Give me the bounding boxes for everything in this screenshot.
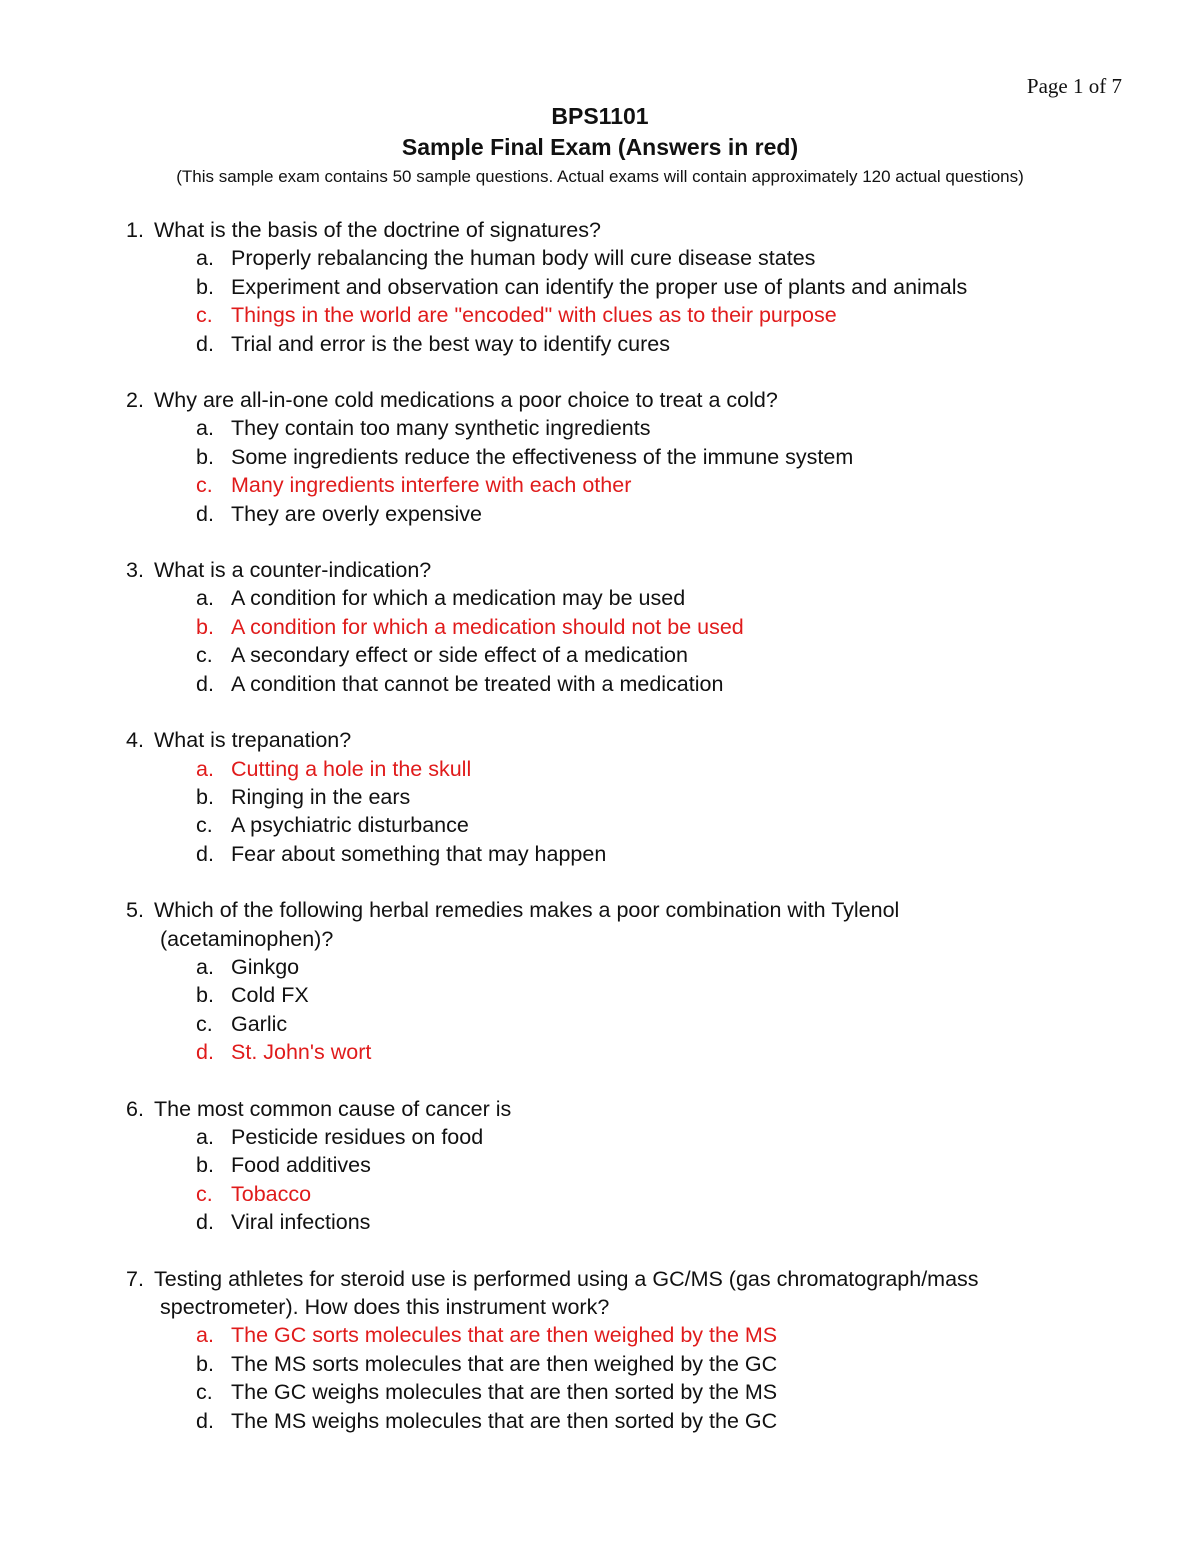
- question-number: 3.: [126, 558, 144, 583]
- question-text: Which of the following herbal remedies makes a poor combination with Tylenol: [154, 898, 900, 923]
- question-item: [126, 1095, 1126, 1237]
- question-text-block: [154, 216, 1126, 244]
- answer-option-correct: [126, 613, 1126, 641]
- question-item: [126, 556, 1126, 698]
- option-text: The GC sorts molecules that are then weighed by the MS: [231, 1323, 778, 1348]
- option-letter: d.: [196, 1408, 214, 1433]
- question-number: 1.: [126, 218, 144, 242]
- answer-options: [126, 953, 1126, 1067]
- option-letter: c.: [196, 1181, 213, 1206]
- option-text: Ringing in the ears: [231, 784, 411, 809]
- option-letter: a.: [196, 1323, 214, 1348]
- answer-options: [126, 584, 1126, 698]
- option-letter: c.: [196, 643, 213, 668]
- option-text: Garlic: [231, 1011, 288, 1036]
- question-text-continued: spectrometer). How does this instrument work?: [160, 1295, 610, 1319]
- option-text: Some ingredients reduce the effectiveness of the immune system: [231, 444, 854, 469]
- question-text-block: [154, 726, 1126, 754]
- answer-option-correct: [126, 755, 1126, 783]
- option-text: The MS sorts molecules that are then weighed by the GC: [231, 1351, 778, 1376]
- question-text: What is a counter-indication?: [154, 558, 432, 583]
- option-letter: a.: [196, 756, 214, 781]
- option-text: They contain too many synthetic ingredients: [231, 416, 651, 441]
- option-letter: c.: [196, 1011, 213, 1036]
- answer-option: [126, 783, 1126, 811]
- question-text: Testing athletes for steroid use is performed using a GC/MS (gas chromatograph/mass: [154, 1266, 979, 1291]
- question-text: Why are all-in-one cold medications a poor choice to treat a cold?: [154, 388, 778, 413]
- option-letter: d.: [196, 1040, 214, 1065]
- option-letter: b.: [196, 444, 214, 469]
- option-letter: d.: [196, 841, 214, 866]
- answer-option: [126, 1378, 1126, 1406]
- answer-option: [126, 1350, 1126, 1378]
- answer-option: [126, 1010, 1126, 1038]
- answer-option: [126, 641, 1126, 669]
- question-text: What is the basis of the doctrine of signatures?: [154, 218, 601, 242]
- option-text: Tobacco: [231, 1181, 312, 1206]
- option-text: Properly rebalancing the human body will cure disease states: [231, 246, 816, 271]
- option-text: The MS weighs molecules that are then sorted by the GC: [231, 1408, 778, 1433]
- option-letter: c.: [196, 303, 213, 328]
- answer-options: [126, 244, 1126, 358]
- question-text: The most common cause of cancer is: [154, 1096, 512, 1121]
- option-letter: b.: [196, 614, 214, 639]
- question-item: [126, 386, 1126, 528]
- option-letter: c.: [196, 473, 213, 498]
- answer-option: [126, 981, 1126, 1009]
- option-letter: b.: [196, 983, 214, 1008]
- option-letter: d.: [196, 671, 214, 696]
- question-text: What is trepanation?: [154, 728, 352, 753]
- question-item: [126, 726, 1126, 868]
- question-number: 2.: [126, 388, 144, 413]
- question-stem: [126, 386, 1126, 414]
- question-item: [126, 216, 1126, 358]
- question-stem: [126, 1265, 1126, 1322]
- option-letter: c.: [196, 1380, 213, 1405]
- option-text: Trial and error is the best way to identify cures: [231, 331, 670, 356]
- option-text: Viral infections: [231, 1210, 371, 1235]
- answer-option: [126, 840, 1126, 868]
- exam-note: (This sample exam contains 50 sample questions. Actual exams will contain approximately 120 actual questions): [176, 167, 1024, 186]
- option-text: A psychiatric disturbance: [231, 813, 469, 838]
- question-stem: [126, 556, 1126, 584]
- option-letter: a.: [196, 1124, 214, 1149]
- answer-option-correct: [126, 1321, 1126, 1349]
- question-text-block: [154, 556, 1126, 584]
- option-letter: b.: [196, 1153, 214, 1178]
- course-code: BPS1101: [551, 103, 649, 129]
- option-text: A condition that cannot be treated with a medication: [231, 671, 724, 696]
- question-stem: [126, 726, 1126, 754]
- answer-option: [126, 670, 1126, 698]
- question-number: 5.: [126, 898, 144, 923]
- answer-options: [126, 1321, 1126, 1435]
- option-letter: d.: [196, 1210, 214, 1235]
- option-letter: b.: [196, 1351, 214, 1376]
- option-letter: d.: [196, 331, 214, 356]
- option-text: Pesticide residues on food: [231, 1124, 484, 1149]
- answer-option: [126, 1151, 1126, 1179]
- question-stem: [126, 1095, 1126, 1123]
- question-text-block: [154, 1265, 1126, 1322]
- question-number: 4.: [126, 728, 144, 753]
- option-text: Food additives: [231, 1153, 371, 1178]
- answer-option-correct: [126, 471, 1126, 499]
- option-letter: b.: [196, 784, 214, 809]
- option-text: Cutting a hole in the skull: [231, 756, 472, 781]
- answer-option: [126, 273, 1126, 301]
- answer-option-correct: [126, 1180, 1126, 1208]
- answer-option: [126, 330, 1126, 358]
- option-letter: a.: [196, 586, 214, 611]
- answer-option: [126, 811, 1126, 839]
- exam-header: [0, 101, 1200, 189]
- answer-options: [126, 1123, 1126, 1237]
- option-text: A condition for which a medication should not be used: [231, 614, 744, 639]
- answer-option: [126, 953, 1126, 981]
- question-text-block: [154, 386, 1126, 414]
- answer-option: [126, 244, 1126, 272]
- option-text: The GC weighs molecules that are then sorted by the MS: [231, 1380, 778, 1405]
- question-stem: [126, 216, 1126, 244]
- option-text: Ginkgo: [231, 954, 300, 979]
- answer-option: [126, 414, 1126, 442]
- option-letter: a.: [196, 416, 214, 441]
- question-text-block: [154, 896, 1126, 953]
- option-text: Cold FX: [231, 983, 309, 1008]
- answer-option-correct: [126, 301, 1126, 329]
- option-letter: b.: [196, 274, 214, 299]
- option-text: St. John's wort: [231, 1040, 372, 1065]
- question-stem: [126, 896, 1126, 953]
- option-letter: c.: [196, 813, 213, 838]
- option-text: Experiment and observation can identify the proper use of plants and animals: [231, 274, 968, 299]
- option-letter: a.: [196, 954, 214, 979]
- option-text: Fear about something that may happen: [231, 841, 607, 866]
- answer-option: [126, 500, 1126, 528]
- answer-option: [126, 1208, 1126, 1236]
- question-text-block: [154, 1095, 1126, 1123]
- question-number: 6.: [126, 1096, 144, 1121]
- option-text: They are overly expensive: [231, 501, 482, 526]
- answer-options: [126, 755, 1126, 869]
- answer-options: [126, 414, 1126, 528]
- answer-option-correct: [126, 1038, 1126, 1066]
- question-number: 7.: [126, 1266, 144, 1291]
- option-letter: a.: [196, 246, 214, 271]
- answer-option: [126, 1123, 1126, 1151]
- page-number: Page 1 of 7: [1026, 74, 1122, 98]
- answer-option: [126, 443, 1126, 471]
- question-item: [126, 896, 1126, 1066]
- option-text: A condition for which a medication may be used: [231, 586, 686, 611]
- question-text-continued: (acetaminophen)?: [160, 926, 334, 951]
- question-list: [126, 216, 1126, 1463]
- option-text: A secondary effect or side effect of a medication: [231, 643, 688, 668]
- option-letter: d.: [196, 501, 214, 526]
- exam-title: Sample Final Exam (Answers in red): [401, 134, 799, 160]
- answer-option: [126, 1407, 1126, 1435]
- question-item: [126, 1265, 1126, 1435]
- option-text: Many ingredients interfere with each other: [231, 473, 632, 498]
- option-text: Things in the world are "encoded" with clues as to their purpose: [231, 303, 837, 328]
- answer-option: [126, 584, 1126, 612]
